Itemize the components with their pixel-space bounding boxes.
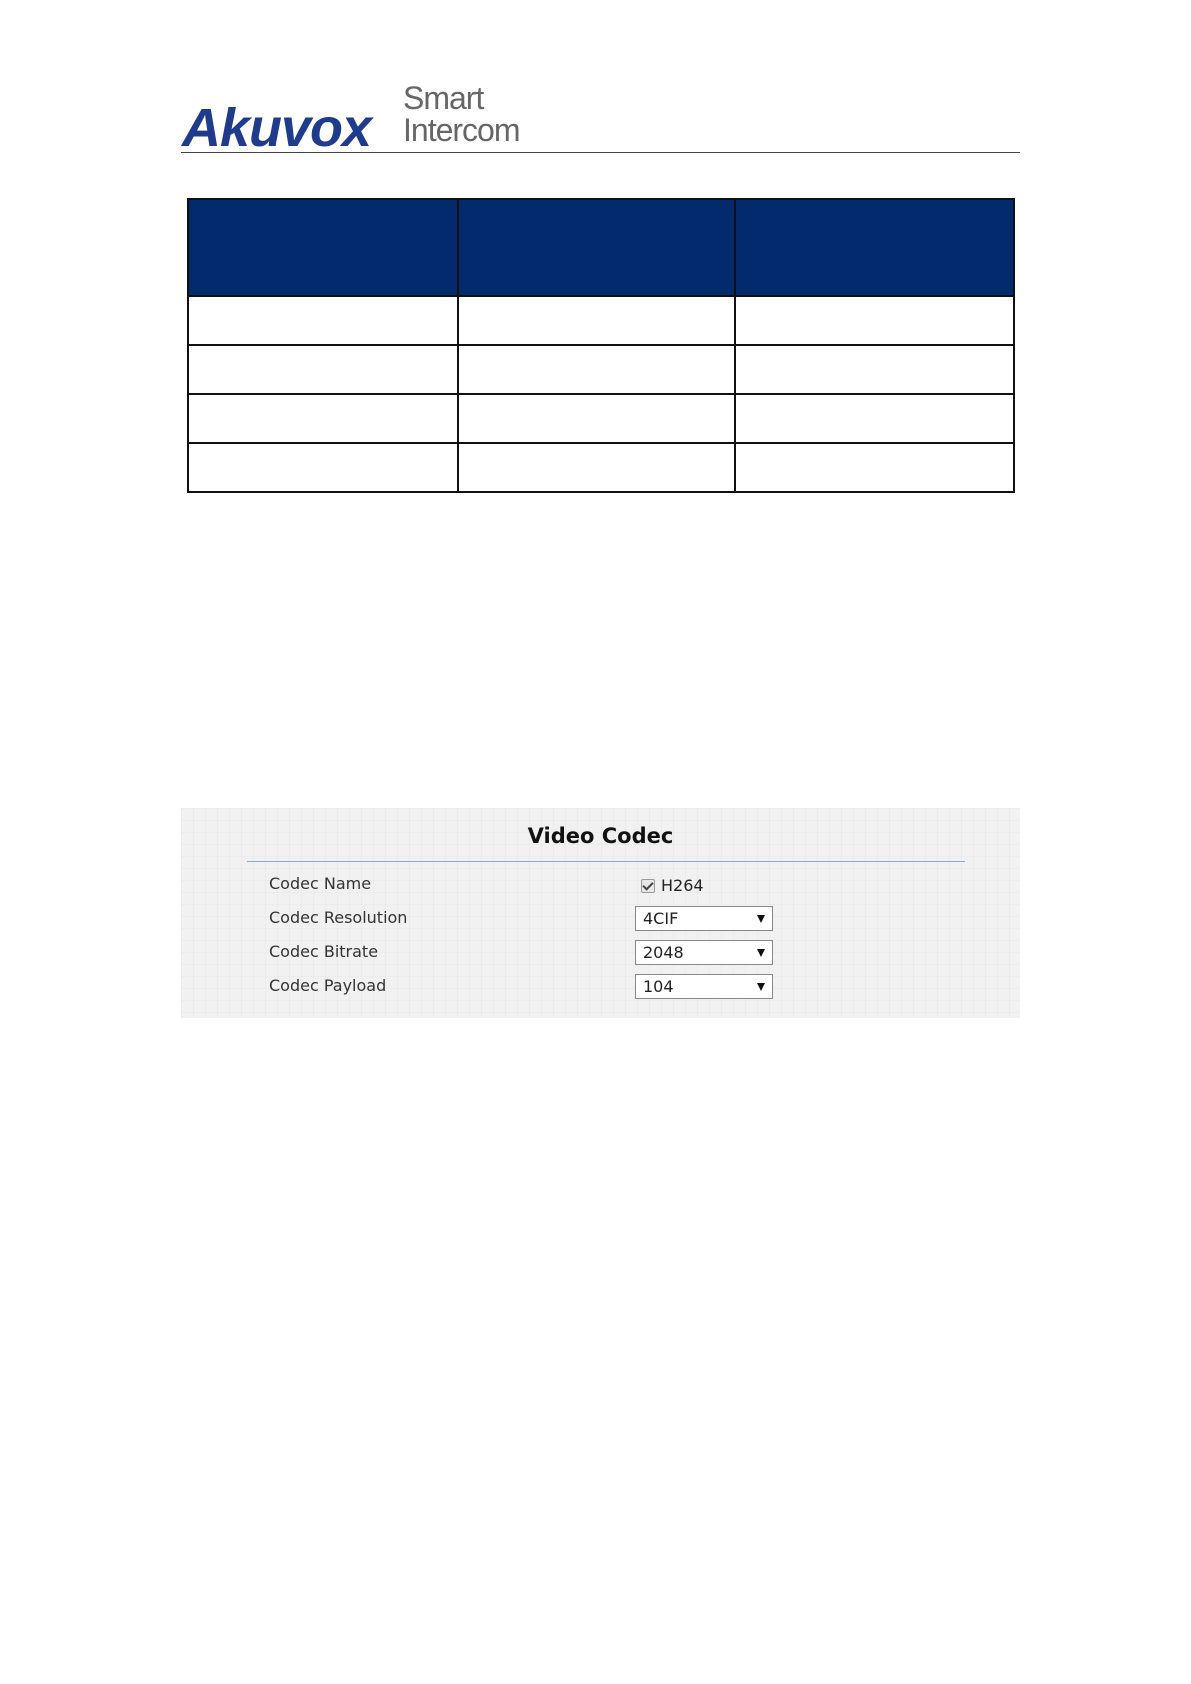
table-cell bbox=[458, 345, 735, 394]
table-cell bbox=[188, 443, 458, 492]
table-cell bbox=[458, 443, 735, 492]
video-codec-panel bbox=[181, 808, 1020, 1018]
table-row bbox=[188, 394, 1014, 443]
logo-wordmark: Akuvox bbox=[182, 98, 372, 158]
table-cell bbox=[735, 296, 1014, 345]
codec-payload-value: 104 bbox=[643, 977, 674, 996]
chevron-down-icon bbox=[757, 915, 765, 923]
table-cell bbox=[188, 296, 458, 345]
codec-bitrate-value: 2048 bbox=[643, 943, 684, 962]
table-cell bbox=[735, 345, 1014, 394]
codec-name-option[interactable] bbox=[641, 876, 704, 895]
codec-bitrate-select[interactable] bbox=[635, 940, 773, 965]
codec-resolution-value: 4CIF bbox=[643, 909, 679, 928]
table-cell bbox=[458, 394, 735, 443]
panel-title: Video Codec bbox=[527, 824, 674, 848]
table-cell bbox=[735, 394, 1014, 443]
table-row bbox=[188, 345, 1014, 394]
panel-title-divider bbox=[247, 861, 965, 862]
table-row bbox=[188, 296, 1014, 345]
codec-resolution-select[interactable] bbox=[635, 906, 773, 931]
codec-payload-label: Codec Payload bbox=[269, 976, 387, 995]
spec-table bbox=[187, 198, 1015, 493]
table-row bbox=[188, 443, 1014, 492]
table-cell bbox=[458, 296, 735, 345]
header-divider bbox=[181, 152, 1020, 153]
h264-label[interactable]: H264 bbox=[661, 876, 704, 895]
table-cell bbox=[188, 345, 458, 394]
chevron-down-icon bbox=[757, 983, 765, 991]
table-cell bbox=[735, 443, 1014, 492]
chevron-down-icon bbox=[757, 949, 765, 957]
table-header-cell bbox=[188, 199, 458, 296]
codec-bitrate-label: Codec Bitrate bbox=[269, 942, 379, 961]
table-header-row bbox=[188, 199, 1014, 296]
codec-name-label: Codec Name bbox=[269, 874, 372, 893]
h264-checkbox[interactable] bbox=[641, 879, 655, 893]
akuvox-logo bbox=[182, 80, 542, 158]
table-cell bbox=[188, 394, 458, 443]
table-header-cell bbox=[458, 199, 735, 296]
codec-payload-select[interactable] bbox=[635, 974, 773, 999]
logo-tagline-line2: Intercom bbox=[403, 112, 520, 148]
logo-tagline bbox=[403, 82, 519, 146]
codec-resolution-label: Codec Resolution bbox=[269, 908, 408, 927]
logo-tagline-line1: Smart bbox=[403, 80, 484, 116]
table-header-cell bbox=[735, 199, 1014, 296]
